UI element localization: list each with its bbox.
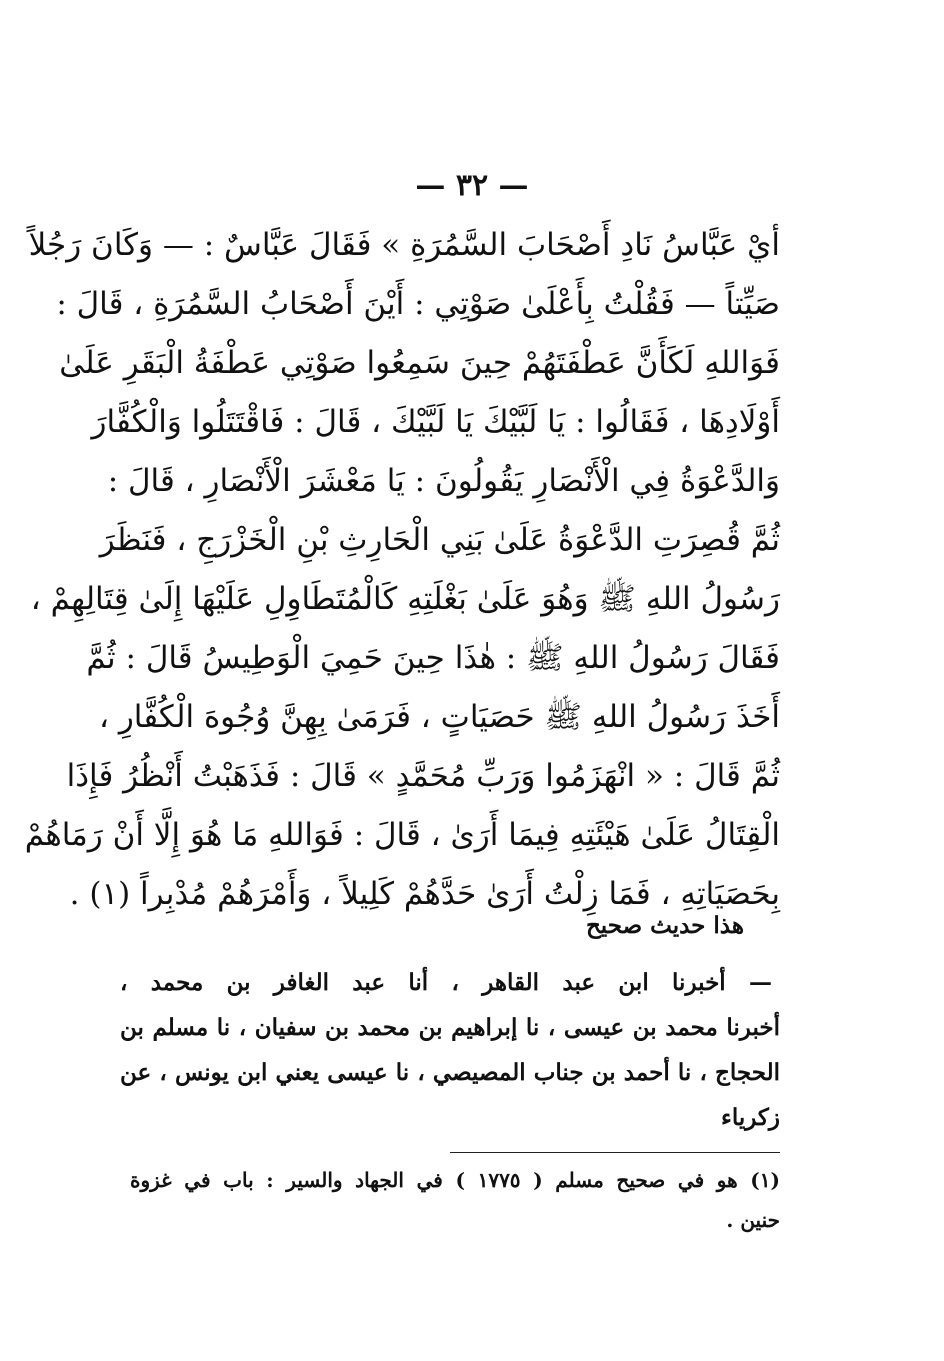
hadith-grade: هذا حديث صحيح bbox=[585, 912, 744, 939]
text-line: بِحَصَيَاتِهِ ، فَمَا زِلْتُ أَرَىٰ حَدَّهُمْ كَلِيلاً ، وَأَمْرَهُمْ مُدْبِراً (١) . bbox=[69, 876, 780, 912]
text-line: ثُمَّ قَالَ : « انْهَزَمُوا وَرَبِّ مُحَمَّدٍ » قَالَ : فَذَهَبْتُ أَنْظُرُ فَإِذَا bbox=[66, 758, 780, 794]
text-line: فَوَاللهِ لَكَأَنَّ عَطْفَتَهُمْ حِينَ سَمِعُوا صَوْتِي عَطْفَةُ الْبَقَرِ عَلَىٰ bbox=[59, 345, 780, 381]
footnote-line: (١) هو في صحيح مسلم ( ١٧٧٥ ) في الجهاد والسير : باب في غزوة bbox=[130, 1168, 780, 1192]
text-line: فَقَالَ رَسُولُ اللهِ ﷺ : هٰذَا حِينَ حَمِيَ الْوَطِيسُ قَالَ : ثُمَّ bbox=[86, 640, 780, 676]
isnad-block bbox=[120, 960, 780, 1140]
text-line: أَخَذَ رَسُولُ اللهِ ﷺ حَصَيَاتٍ ، فَرَمَىٰ بِهِنَّ وُجُوهَ الْكُفَّارِ ، bbox=[98, 699, 780, 735]
text-line: صَيِّتاً — فَقُلْتُ بِأَعْلَىٰ صَوْتِي : أَيْنَ أَصْحَابُ السَّمُرَةِ ، قَالَ : bbox=[56, 286, 780, 322]
text-line: ثُمَّ قُصِرَتِ الدَّعْوَةُ عَلَىٰ بَنِي الْحَارِثِ بْنِ الْخَزْرَجِ ، فَنَظَرَ bbox=[99, 522, 780, 558]
footnote bbox=[130, 1160, 780, 1240]
footnote-line: حنين . bbox=[726, 1208, 780, 1232]
text-line: رَسُولُ اللهِ ﷺ وَهُوَ عَلَىٰ بَغْلَتِهِ كَالْمُتَطَاوِلِ عَلَيْهَا إِلَىٰ قِتَالِهِمْ ، bbox=[30, 581, 780, 617]
isnad-line: أخبرنا محمد بن عيسى ، نا إبراهيم بن محمد بن سفيان ، نا مسلم بن bbox=[120, 1014, 780, 1041]
main-text bbox=[24, 216, 780, 924]
text-line: أيْ عَبَّاسُ نَادِ أَصْحَابَ السَّمُرَةِ » فَقَالَ عَبَّاسٌ : — وَكَانَ رَجُلاً bbox=[28, 227, 780, 263]
isnad-line: الحجاج ، نا أحمد بن جناب المصيصي ، نا عيسى يعني ابن يونس ، عن bbox=[120, 1059, 780, 1086]
text-line: وَالدَّعْوَةُ فِي الْأَنْصَارِ يَقُولُونَ : يَا مَعْشَرَ الْأَنْصَارِ ، قَالَ : bbox=[107, 463, 780, 499]
isnad-line: زكرياء bbox=[721, 1104, 780, 1131]
page-number: — ٣٢ — bbox=[415, 168, 529, 203]
text-line: أَوْلَادِهَا ، فَقَالُوا : يَا لَبَّيْكَ يَا لَبَّيْكَ ، قَالَ : فَاقْتَتَلُوا وَالْكُفَّارَ bbox=[91, 404, 780, 440]
text-line: الْقِتَالُ عَلَىٰ هَيْئَتِهِ فِيمَا أَرَىٰ ، قَالَ : فَوَاللهِ مَا هُوَ إِلَّا أَنْ رَمَاهُمْ bbox=[24, 817, 780, 853]
isnad-line: — أخبرنا ابن عبد القاهر ، أنا عبد الغافر بن محمد ، bbox=[120, 969, 772, 996]
footnote-divider bbox=[450, 1152, 780, 1153]
